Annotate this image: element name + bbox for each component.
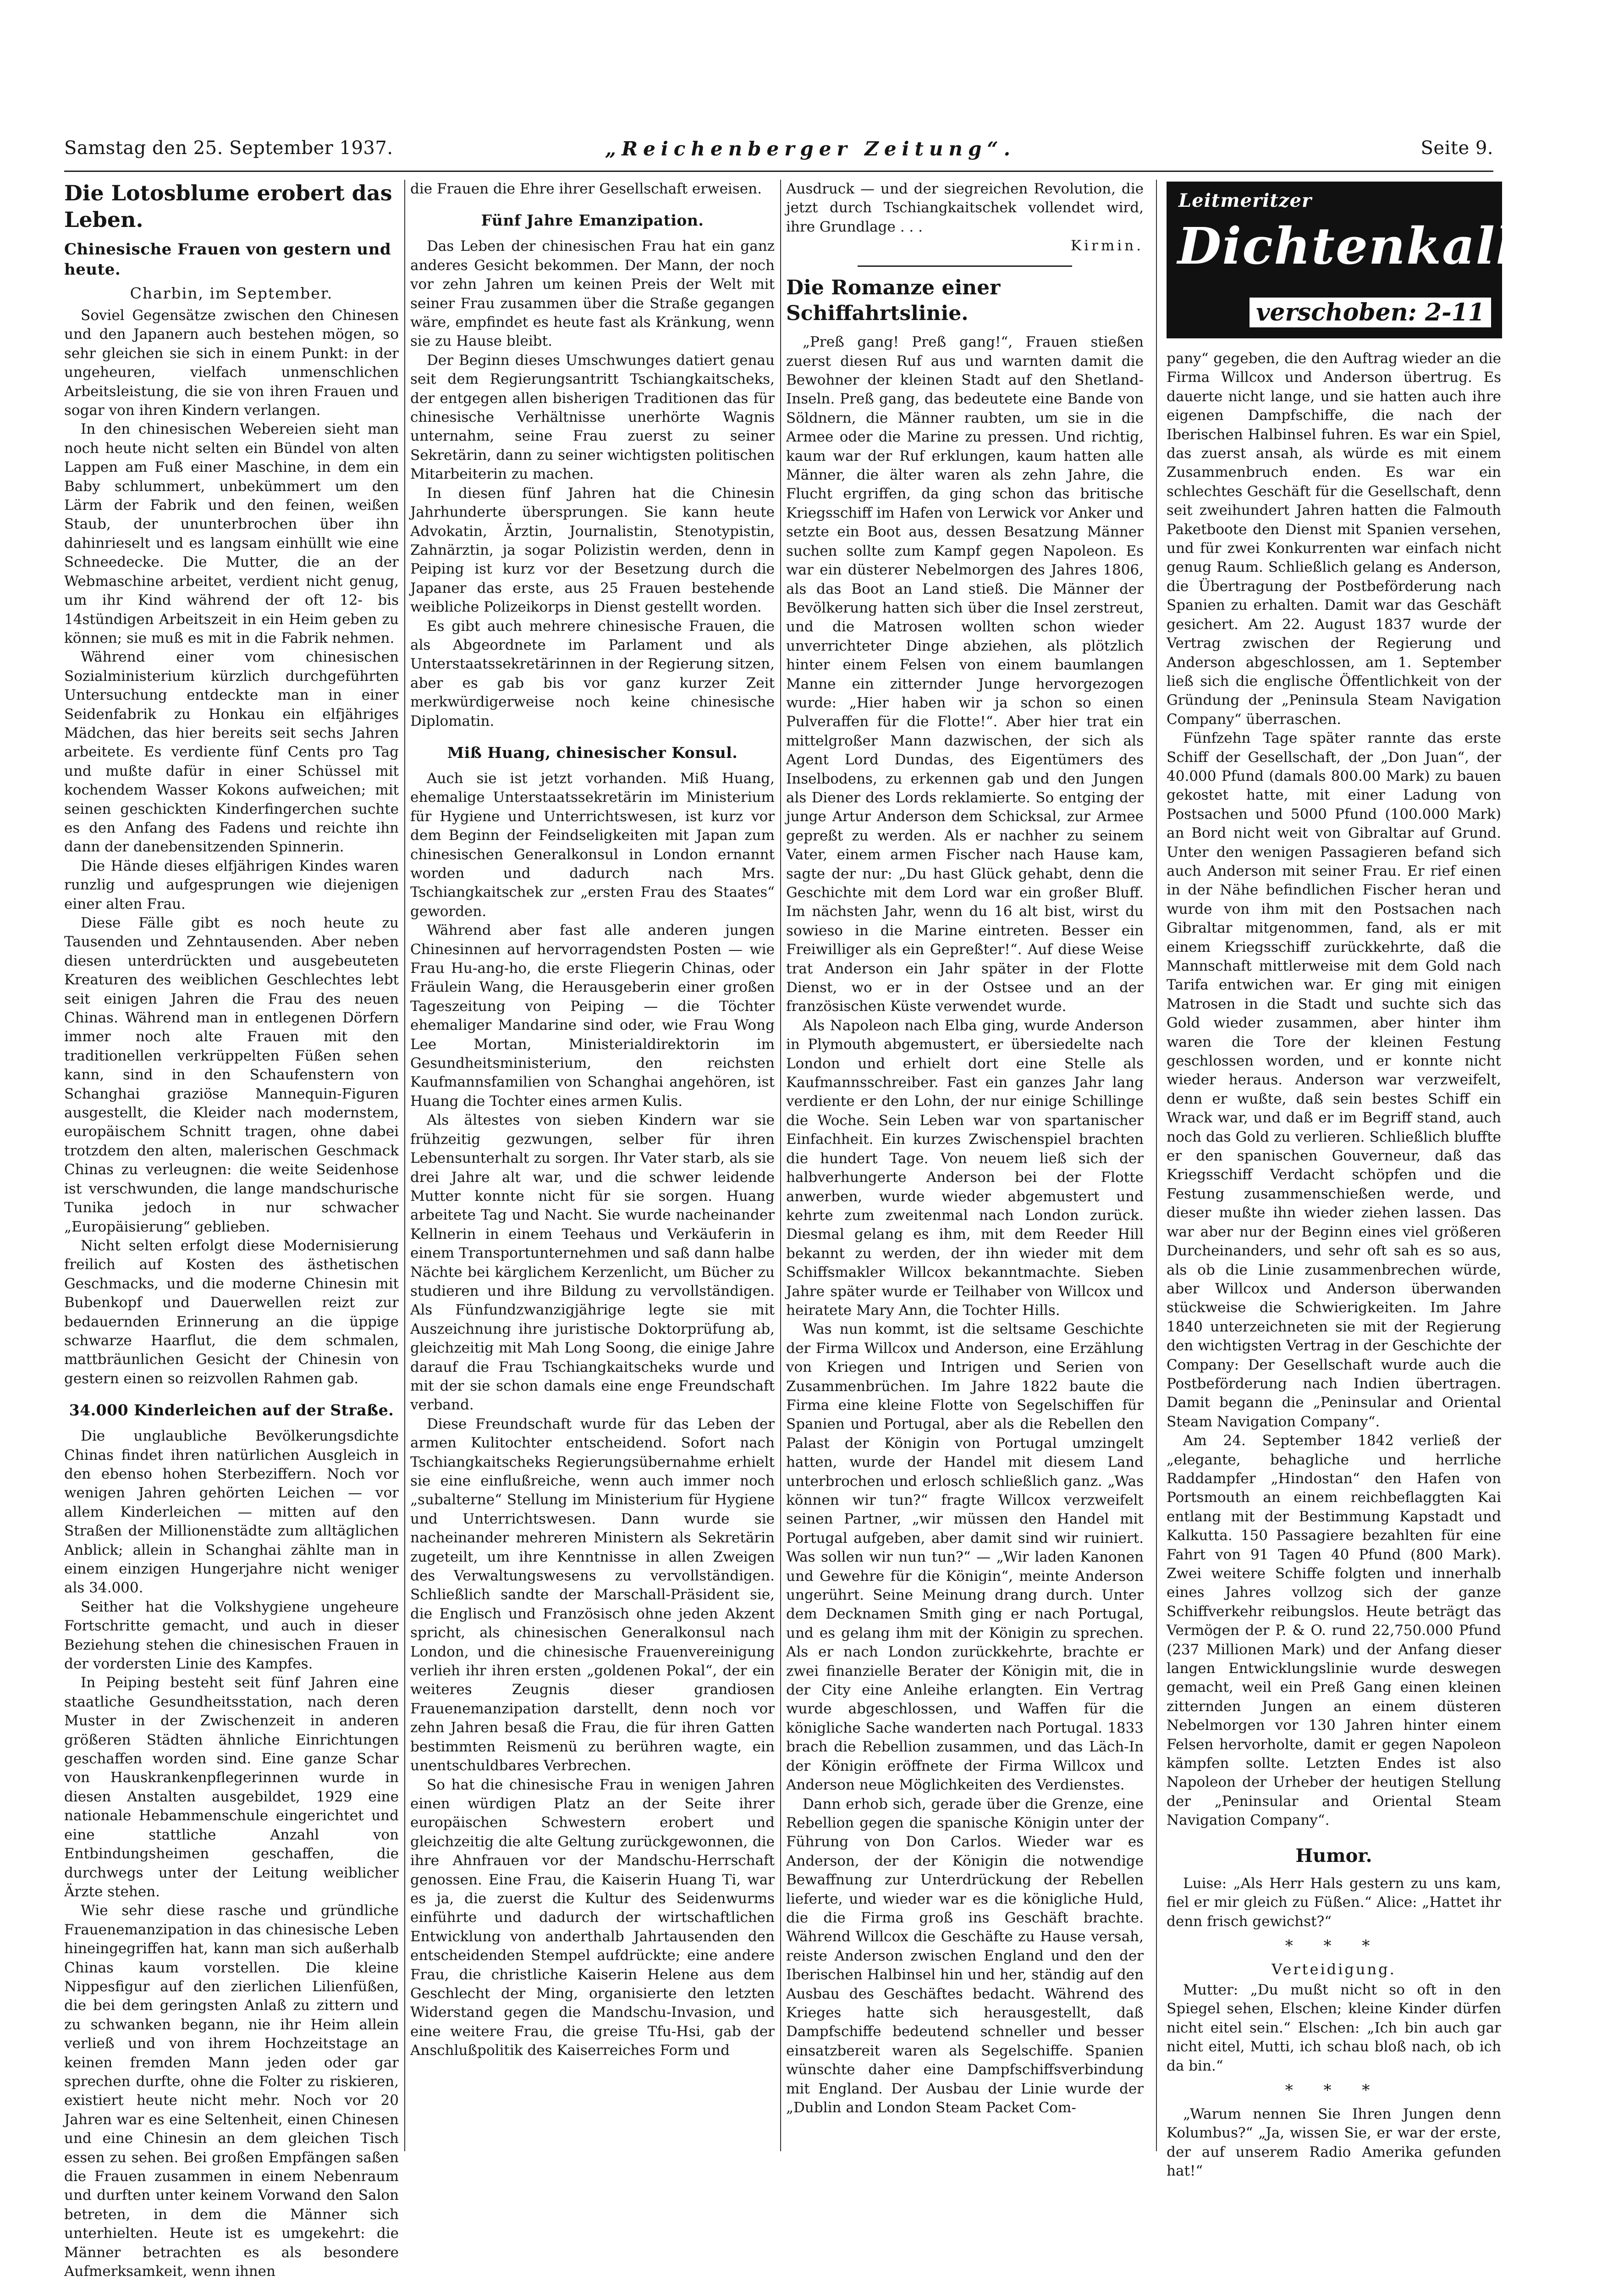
paragraph: Während aber fast alle anderen jungen Chinesinnen auf hervorragendsten Posten — wie Frau Hu-ang-ho, die erste Fliegerin Chinas, oder Fräulein Wang, die Herausgeberin einer großen Tageszeitung von Peiping — die Töchter ehemaliger Mandarine sind oder, wie Frau Wong Lee Mortan, Ministerialdirektorin im Gesundheitsministerium, den reichsten Kaufmannsfamilien von Schanghai angehören, ist Huang die Tochter eines armen Kulis.: [410, 922, 775, 1110]
author-name: Kirmin.: [1070, 237, 1144, 254]
article-author: [786, 237, 1144, 255]
paragraph: In Peiping besteht seit fünf Jahren eine staatliche Gesundheitsstation, nach deren Muster in der Zwischenzeit in anderen größeren Städten ähnliche Einrichtungen geschaffen worden sind. Eine ganze Schar von Hauskrankenpflegerinnen wurde in diesen Anstalten ausgebildet, 1929 eine nationale Hebammenschule eingerichtet und eine stattliche Anzahl von Entbindungsheimen geschaffen, die durchwegs unter der Leitung weiblicher Ärzte stehen.: [64, 1674, 399, 1900]
header-rule: [64, 171, 1493, 172]
ad-bottom-text: verschoben: 2-11: [1250, 298, 1491, 327]
paragraph: So hat die chinesische Frau in wenigen Jahren einen würdigen Platz an der Seite ihrer europäischen Schwestern erobert und gleichzeitig die alte Geltung zurückgewonnen, die ihre Ahnfrauen vor der Mandschu-Herrschaft genossen. Eine Frau, die Kaiserin Huang Ti, war es ja, die zuerst die Kultur des Seidenwurms einführte und dadurch der wirtschaftlichen Entwicklung von anderthalb Jahrtausenden den entscheidenden Stempel aufdrückte; eine andere Frau, die christliche Kaiserin Helene aus dem Geschlecht der Ming, organisierte den letzten Widerstand gegen die Mandschu-Invasion, und eine weitere Frau, die greise Tfu-Hsi, gab der Anschlußpolitik des Kaiserreiches Form und: [410, 1776, 775, 2059]
paragraph: Die Hände dieses elfjährigen Kindes waren runzlig und aufgesprungen wie diejenigen einer alten Frau.: [64, 857, 399, 912]
joke: „Warum nennen Sie Ihren Jungen denn Kolumbus?“ „Ja, wissen Sie, er war der erste, der auf unserem Radio Amerika gefunden hat!“: [1167, 2105, 1501, 2180]
humor-heading: Humor.: [1295, 1845, 1372, 1867]
paragraph: Die unglaubliche Bevölkerungsdichte Chinas findet ihren natürlichen Ausgleich in den ebenso hohen Sterbeziffern. Noch vor wenigen Jahren gehörten Leichen — vor allem Kinderleichen — mitten auf den Straßen der Millionenstädte zum alltäglichen Anblick; allein in Schanghai zählte man in einem einzigen Hungerjahre nicht weniger als 34.000.: [64, 1428, 399, 1596]
paragraph: Soviel Gegensätze zwischen den Chinesen und den Japanern auch bestehen mögen, so sehr gleichen sie sich in einem Punkt: in der ungeheuren, vielfach unmenschlichen Arbeitsleistung, die sie von ihren Frauen und sogar von ihren Kindern verlangen.: [64, 307, 399, 419]
column-1: [64, 180, 399, 2280]
paragraph: die Frauen die Ehre ihrer Gesellschaft erweisen.: [410, 181, 762, 197]
header-newspaper-name: „Reichenberger Zeitung“.: [605, 138, 1016, 160]
paragraph: „Preß gang! Preß gang!“, Frauen stießen zuerst diesen Ruf aus und warnten damit die Bewohner der kleinen Stadt auf den Shetland-Inseln. Preß gang, das bedeutete eine Bande von Söldnern, die Männer raubten, um sie in die Armee oder die Marine zu pressen. Und richtig, kaum war der Ruf erklungen, kaum hatten alle Männer, die älter waren als zehn Jahre, die Flucht ergriffen, da ging schon das britische Kriegsschiff im Hafen von Lerwick vor Anker und setzte ein Boot aus, dessen Besatzung Männer suchen sollte zum Kampf gegen Napoleon. Es war ein düsterer Nebelmorgen des Jahres 1806, als das Boot an Land stieß. Die Männer der Bevölkerung hatten sich über die Insel zerstreut, und die Matrosen wollten schon wieder unverrichteter Dinge abziehen, als plötzlich hinter einem Felsen von einem baumlangen Manne ein zitternder Junge hervorgezogen wurde: „Hier haben wir ja schon so einen Pulveraffen für die Flotte!“. Aber hier trat ein mittelgroßer Mann dazwischen, der sich als Agent Lord Dundas, des Eigentümers des Inselbodens, zu erkennen gab und den Jungen als Diener des Lords reklamierte. So entging der junge Artur Anderson dem Schicksal, zur Armee gepreßt zu werden. Als er nachher zu seinem Vater, einem armen Fischer nach Hause kam, sagte der nur: „Du hast Glück gehabt, denn die Geschichte mit dem Lord war ein großer Bluff. Im nächsten Jahr, wenn du 16 alt bist, wirst du sowieso in die Marine eintreten. Besser ein Freiwilliger als ein Gepreßter!“. Auf diese Weise trat Anderson ein Jahr später in der Flotte Dienst, wo er in der Ostsee und an der französischen Küste verwendet wurde.: [786, 334, 1144, 1015]
article-title: Die Romanze einer Schiffahrtslinie.: [786, 276, 1001, 326]
paragraph: Diese Fälle gibt es noch heute zu Tausenden und Zehntausenden. Aber neben diesen unterdrückten und ausgebeuteten Kreaturen des weiblichen Geschlechtes lebt seit einigen Jahren die Frau des neuen Chinas. Während man in entlegenen Dörfern immer noch alte Frauen mit den traditionellen verkrüppelten Füßen sehen kann, sind in den Schaufenstern von Schanghai graziöse Mannequin-Figuren ausgestellt, die Kleider nach modernstem, europäischem Schnitt tragen, ohne dabei trotzdem den alten, malerischen Geschmack Chinas zu verleugnen: die weite Seidenhose ist verschwunden, die lange mandschurische Tunika jedoch in nur schwacher „Europäisierung“ geblieben.: [64, 915, 399, 1235]
paragraph: Am 24. September 1842 verließ der „elegante, behagliche und herrliche Raddampfer „Hindostan“ den Hafen von Portsmouth an einem reichbeflaggten Kai entlang mit der Bestimmung Kapstadt und Kalkutta. 150 Passagiere bezahlten für eine Fahrt von 91 Tagen 40 Pfund (800 Mark). Zwei weitere Schiffe folgten und innerhalb eines Jahres vollzog sich der ganze Schiffverkehr reibungslos. Heute beträgt das Vermögen der P. & O. rund 22,750.000 Pfund (237 Millionen Mark) und der Anfang dieser langen Entwicklungslinie wurde deswegen gemacht, weil ein Preß Gang einen kleinen zitternden Jungen an einem düsteren Nebelmorgen vor 130 Jahren hinter einem Felsen hervorholte, damit er gegen Napoleon kämpfen sollte. Letzten Endes ist also Napoleon der Urheber der heutigen Stellung der „Peninsular and Oriental Steam Navigation Company“.: [1167, 1432, 1501, 1829]
column-divider: [780, 180, 781, 2151]
paragraph: Als ältestes von sieben Kindern war sie frühzeitig gezwungen, selber für ihren Lebensunterhalt zu sorgen. Ihr Vater starb, als sie drei Jahre alt war, und die schwer leidende Mutter konnte nicht für sie sorgen. Huang arbeitete Tag und Nacht. Sie wurde nacheinander Kellnerin in einem Teehaus und Verkäuferin in einem Transportunternehmen und saß dann halbe Nächte bei kärglichem Kerzenlicht, um Bücher zu studieren und ihre Bildung zu vervollständigen. Als Fünfundzwanzigjährige legte sie mit Auszeichnung ihre juristische Doktorprüfung ab, gleichzeitig mit Mah Long Soong, die einige Jahre darauf die Frau Tschiangkaitscheks wurde und mit der sie schon damals eine enge Freundschaft verband.: [410, 1112, 775, 1414]
paragraph: Das Leben der chinesischen Frau hat ein ganz anderes Gesicht bekommen. Der Mann, der noch vor zehn Jahren um keinen Preis der Welt mit seiner Frau zusammen über die Straße gegangen wäre, empfindet es heute fast als Kränkung, wenn sie zu Hause bleibt.: [410, 238, 775, 350]
paragraph: Seither hat die Volkshygiene ungeheure Fortschritte gemacht, und auch in dieser Beziehung stehen die chinesischen Frauen in der vordersten Linie des Kampfes.: [64, 1598, 399, 1673]
paragraph: Nicht selten erfolgt diese Modernisierung freilich auf Kosten des ästhetischen Geschmacks, und die moderne Chinesin mit Bubenkopf und Dauerwellen reizt zur bedauernden Erinnerung an die üppige schwarze Haarflut, die dem schmalen, mattbräunlichen Gesicht der Chinesin von gestern einen so reizvollen Rahmen gab.: [64, 1237, 399, 1387]
column-divider: [404, 180, 405, 2151]
paragraph: Fünfzehn Tage später rannte das erste Schiff der Gesellschaft, der „Don Juan“, der 40.000 Pfund (damals 800.00 Mark) zu bauen gekostet hatte, mit einer Ladung von Postsachen und 5000 Pfund (100.000 Mark) an Bord nicht weit von Gibraltar auf Grund. Unter den wenigen Passagieren befand sich auch Anderson mit seiner Frau. Er rief einen in der Nähe befindlichen Fischer heran und wurde von ihm mit den Postsachen nach Gibraltar mitgenommen, fand, als er mit einem Kriegsschiff zurückkehrte, daß die Mannschaft mittlerweise mit dem Gold nach Tarifa entwichen war. Er ging mit einigen Matrosen in die Stadt und suchte sich das Gold wieder zusammen, aber hinter ihm waren die Tore der kleinen Festung geschlossen worden, und er konnte nicht wieder heraus. Anderson war verzweifelt, denn er wußte, daß sein bestes Schiff ein Wrack war, und daß er im Begriff stand, auch noch das Gold zu verlieren. Schließlich bluffte er den spanischen Gouverneur, daß das Kriegsschiff Verdacht schöpfen und die Festung zusammenschießen werde, und dieser mußte ihn wieder ziehen lassen. Das war aber nur der Beginn eines viel größeren Durcheinanders, und sehr oft sah es so aus, als ob die Linie zusammenbrechen würde, aber Willcox und Anderson überwanden stückweise die Schwierigkeiten. Im Jahre 1840 unterzeichneten sie mit der Regierung den wichtigsten Vertrag in der Geschichte der Company: Der Gesellschaft wurde auch die Postbeförderung nach Indien übertragen. Damit begann die „Peninsular and Oriental Steam Navigation Company“.: [1167, 730, 1501, 1430]
ad-main-text: Dichtenkalk: [1178, 216, 1532, 276]
paragraph: pany“ gegeben, die den Auftrag wieder an die Firma Willcox und Anderson übertrug. Es dauerte nicht lange, und sie hatten auch ihre eigenen Dampfschiffe, die nach der Iberischen Halbinsel fuhren. Es war ein Spiel, das zuerst ansah, als würde es mit einem Zusammenbruch enden. Es war ein schlechtes Geschäft für die Gesellschaft, denn seit zweihundert Jahren hatten die Falmouth Paketboote den Dienst mit Spanien versehen, und für zwei Konkurrenten war einfach nicht genug Raum. Schließlich gelang es Anderson, die Übertragung der Postbeförderung nach Spanien zu erhalten. Damit war das Geschäft gesichert. Am 22. August 1837 wurde der Vertrag zwischen der Regierung und Anderson abgeschlossen, am 1. September ließ sich die englische Öffentlichkeit von der Gründung der „Peninsula Steam Navigation Company“ überraschen.: [1167, 350, 1501, 728]
paragraph: Was nun kommt, ist die seltsame Geschichte der Firma Willcox und Anderson, eine Erzählung von Kriegen und Intrigen und Serien von Zusammenbrüchen. Im Jahre 1822 baute die Firma eine kleine Flotte von Segelschiffen für Spanien und Portugal, aber als die Rebellen den Palast der Königin von Portugal umzingelt hatten, wurde der Handel mit diesem Land unterbrochen und erlosch schließlich ganz. „Was können wir tun?“ fragte Willcox verzweifelt seinen Partner, „wir müssen den Handel mit Portugal aufgeben, aber damit sind wir ruiniert. Was sollen wir nun tun?“ — „Wir laden Kanonen und Gewehre für die Königin“, meinte Anderson ungerührt. Seine Meinung drang durch. Unter dem Decknamen Smith ging er nach Portugal, und es gelang ihm mit der Königin zu sprechen. Als er nach London zurückkehrte, brachte er zwei finanzielle Berater der Königin mit, die in der City eine Anleihe erlangten. Ein Vertrag wurde abgeschlossen, und Waffen für die königliche Sache wanderten nach Portugal. 1833 brach die Rebellion zusammen, und das Läch-In der Königin eröffnete der Firma Willcox und Anderson neue Möglichkeiten des Verdienstes.: [786, 1321, 1144, 1794]
paragraph: Der Beginn dieses Umschwunges datiert genau seit dem Regierungsantritt Tschiangkaitscheks, der entgegen allen bisherigen Traditionen das für chinesische Verhältnisse unerhörte Wagnis unternahm, seine Frau zuerst zu seiner Sekretärin, dann zu seiner wichtigsten politischen Mitarbeiterin zu machen.: [410, 352, 775, 483]
column-2: [410, 180, 775, 2188]
paragraph: Diese Freundschaft wurde für das Leben der armen Kulitochter entscheidend. Sofort nach Tschiangkaitscheks Regierungsübernahme erhielt sie eine einflußreiche, wenn auch immer noch „subalterne“ Stellung im Ministerium für Hygiene und Unterrichtswesen. Dann wurde sie nacheinander mehreren Ministern als Sekretärin zugeteilt, um ihre Kenntnisse in allen Zweigen des Verwaltungswesens zu vervollständigen. Schließlich sandte der Marschall-Präsident sie, die Englisch und Französisch ohne jeden Akzent spricht, als chinesischen Generalkonsul nach London, und die chinesische Frauenvereinigung verlieh ihr ihren ersten „goldenen Pokal“, der ein weiteres Zeugnis dieser grandiosen Frauenemanzipation darstellt, denn noch vor zehn Jahren besaß die Frau, die für ihren Gatten bestimmten Reismenü zu berühren wagte, ein unentschuldbares Verbrechen.: [410, 1415, 775, 1774]
header-page-number: Seite 9.: [1420, 138, 1493, 159]
article-separator: [858, 265, 1072, 267]
paragraph: Als Napoleon nach Elba ging, wurde Anderson in Plymouth abgemustert, er übersiedelte nach London und erhielt dort eine Stelle als Kaufmannsschreiber. Fast ein ganzes Jahr lang verdiente er den Lohn, der nur einige Schillinge die Woche. Sein Leben war von spartanischer Einfachheit. Ein kurzes Zwischenspiel brachten die hundert Tage. Von neuem ließ sich der halbverhungerte Anderson bei der Flotte anwerben, wurde wieder abgemustert und kehrte zum zweitenmal nach London zurück. Diesmal gelang es ihm, mit dem Reeder Hill bekannt zu werden, der ihn wieder mit dem Schiffsmakler Willcox bekanntmachte. Sieben Jahre später wurde er Teilhaber von Willcox und heiratete Mary Ann, die Tochter Hills.: [786, 1017, 1144, 1319]
article-dateline: Charbin, im September.: [130, 284, 333, 302]
article-subtitle: Chinesische Frauen von gestern und heute.: [64, 240, 391, 279]
separator-stars: * * *: [1285, 2081, 1383, 2099]
paragraph: Auch sie ist jetzt vorhanden. Miß Huang, ehemalige Unterstaatssekretärin im Ministerium für Hygiene und Unterrichtswesen, ist kurz vor dem Beginn der Feindseligkeiten mit Japan zum chinesischen Generalkonsul in London ernannt worden und dadurch nach Mrs. Tschiangkaitschek zur „ersten Frau des Staates“ geworden.: [410, 770, 775, 920]
paragraph: In den chinesischen Webereien sieht man noch heute nicht selten ein Bündel von alten Lappen am Fuß einer Maschine, in dem ein Baby schlummert, unbekümmert um den Lärm der Fabrik und den feinen, weißen Staub, der ununterbrochen über ihn dahinrieselt und es langsam einhüllt wie eine Schneedecke. Die Mutter, die an der Webmaschine arbeitet, verdient nicht genug, um ihr Kind während der oft 12- bis 14stündigen Arbeitszeit in ein Heim geben zu können; sie muß es mit in die Fabrik nehmen.: [64, 421, 399, 646]
article-title: Die Lotosblume erobert das Leben.: [64, 181, 392, 232]
section-heading: Fünf Jahre Emanzipation.: [481, 211, 704, 230]
paragraph: Ausdruck — und der siegreichen Revolution, die jetzt durch Tschiangkaitschek vollendet wird, ihre Grundlage . . .: [786, 181, 1144, 235]
ad-top-text: Leitmeritzer: [1178, 190, 1312, 211]
column-4: [1167, 180, 1532, 2188]
column-3: [786, 180, 1144, 2188]
joke: Luise: „Als Herr Hals gestern zu uns kam, fiel er mir gleich zu Füßen.“ Alice: „Hattet ihr denn frisch gewichst?“: [1167, 1875, 1501, 1930]
joke: Mutter: „Du mußt nicht so oft in den Spiegel sehen, Elschen; kleine Kinder dürfen nicht eitel sein.“ Elschen: „Ich bin auch gar nicht eitel, Mutti, ich schau bloß nach, ob ich da bin.“: [1167, 1981, 1501, 2074]
paragraph: In diesen fünf Jahren hat die Chinesin Jahrhunderte übersprungen. Sie kann heute Advokatin, Ärztin, Journalistin, Stenotypistin, Zahnärztin, ja sogar Polizistin werden, denn in Peiping ist kurz vor der Besetzung durch die Japaner das erste, aus 25 Frauen bestehende weibliche Polizeikorps in Dienst gestellt worden.: [410, 485, 775, 616]
header-date: Samstag den 25. September 1937.: [64, 138, 393, 159]
paragraph: Es gibt auch mehrere chinesische Frauen, die als Abgeordnete im Parlament und als Unterstaatssekretärinnen in der Regierung sitzen, aber es gab bis vor ganz kurzer Zeit merkwürdigerweise noch keine chinesische Diplomatin.: [410, 618, 775, 729]
joke-title: Verteidigung.: [1272, 1960, 1396, 1978]
paragraph: Dann erhob sich, gerade über die Grenze, eine Rebellion gegen die spanische Königin unter der Führung von Don Carlos. Wieder war es Anderson, der der Königin die notwendige Bewaffnung zur Unterdrückung der Rebellen lieferte, und wieder war es die königliche Huld, die die Firma groß ins Geschäft brachte. Während Willcox die Geschäfte zu Hause versah, reiste Anderson zwischen England und den der Iberischen Halbinsel hin und her, ständig auf den Ausbau des Geschäftes bedacht. Während des Krieges hatte sich herausgestellt, daß Dampfschiffe bedeutend schneller und besser einsatzbereit waren als Segelschiffe. Spanien wünschte daher eine Dampfschiffsverbindung mit England. Der Ausbau der Linie wurde der „Dublin and London Steam Packet Com-: [786, 1795, 1144, 2116]
paragraph: Wie sehr diese rasche und gründliche Frauenemanzipation in das chinesische Leben hineingegriffen hat, kann man sich außerhalb Chinas kaum vorstellen. Die kleine Nippesfigur auf den zierlichen Lilienfüßen, die bei dem geringsten Anlaß zu zittern und zu schwanken begann, nie ihr Heim allein verließ und von ihrem Hochzeitstage an keinen fremden Mann jeden oder gar sprechen durfte, ohne die Folter zu riskieren, existiert heute nicht mehr. Noch vor 20 Jahren war es eine Seltenheit, einen Chinesen und eine Chinesin an dem gleichen Tisch essen zu sehen. Bei großen Empfängen saßen die Frauen zusammen in einem Nebenraum und durften unter keinem Vorwand den Salon betreten, in dem die Männer sich unterhielten. Heute ist es umgekehrt: die Männer betrachten es als besondere Aufmerksamkeit, wenn ihnen: [64, 1902, 399, 2280]
section-heading: Miß Huang, chinesischer Konsul.: [447, 743, 738, 762]
section-heading: 34.000 Kinderleichen auf der Straße.: [69, 1401, 394, 1419]
column-divider: [1156, 180, 1157, 2151]
advertisement: [1167, 182, 1532, 338]
separator-stars: * * *: [1285, 1936, 1383, 1955]
paragraph: Während einer vom chinesischen Sozialministerium kürzlich durchgeführten Untersuchung entdeckte man in einer Seidenfabrik zu Honkau ein elfjähriges Mädchen, das hier bereits seit sechs Jahren arbeitete. Es verdiente fünf Cents pro Tag und mußte dafür in einer Schüssel mit kochendem Wasser Kokons aufweichen; mit seinen geschickten Kinderfingerchen suchte es den Anfang des Fadens und reichte ihn dann der danebensitzenden Spinnerin.: [64, 649, 399, 856]
